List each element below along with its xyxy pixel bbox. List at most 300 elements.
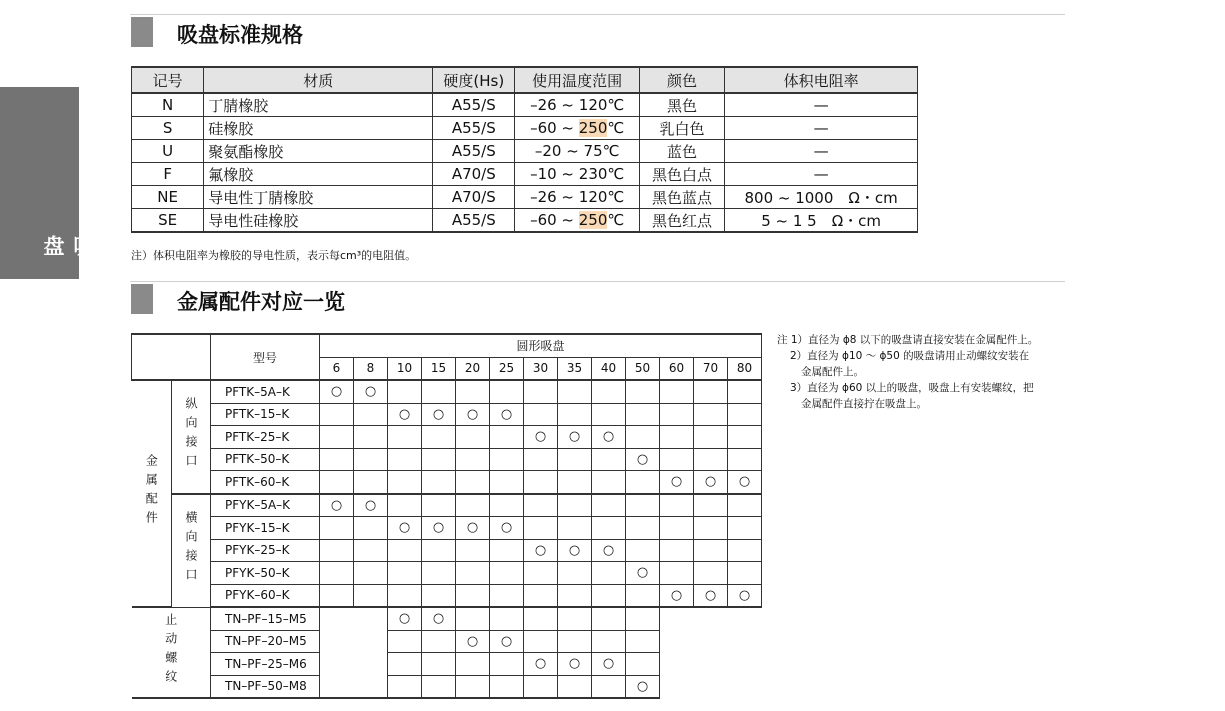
table-row [132, 517, 762, 540]
table-row [132, 630, 762, 653]
spec-code: U [132, 140, 204, 163]
spec-color: 黑色红点 [639, 209, 724, 233]
empty-cell [320, 584, 354, 607]
temp-max: 75℃ [583, 142, 620, 160]
fit-mark: ○ [626, 562, 660, 585]
empty-cell [524, 380, 558, 403]
empty-cell [320, 471, 354, 494]
model-cell: PFYK–25–K [211, 539, 320, 562]
note-line: 注 1）直径为 ϕ8 以下的吸盘请直接安装在金属配件上。 [777, 334, 1039, 346]
spec-temp [515, 93, 639, 117]
spec-header: 硬度(Hs) [433, 67, 515, 93]
empty-cell [558, 607, 592, 630]
empty-cell [490, 380, 524, 403]
fit-mark: ○ [626, 448, 660, 471]
empty-cell [490, 448, 524, 471]
empty-cell [660, 539, 694, 562]
empty-cell [626, 380, 660, 403]
model-cell: PFTK–15–K [211, 403, 320, 426]
fit-mark: ○ [558, 426, 592, 449]
empty-cell [626, 607, 660, 630]
absent-cell [728, 675, 762, 698]
table-row [132, 426, 762, 449]
spec-header: 体积电阻率 [725, 67, 918, 93]
empty-cell [456, 653, 490, 676]
empty-cell [694, 494, 728, 517]
empty-cell [626, 630, 660, 653]
empty-cell [626, 584, 660, 607]
temp-min: –26 ~ [530, 188, 579, 206]
empty-cell [388, 380, 422, 403]
empty-cell [592, 562, 626, 585]
spec-material: 聚氨酯橡胶 [204, 140, 433, 163]
fit-mark: ○ [524, 426, 558, 449]
fit-mark: ○ [524, 539, 558, 562]
empty-cell [694, 403, 728, 426]
empty-cell [490, 471, 524, 494]
empty-cell [456, 380, 490, 403]
empty-cell [456, 426, 490, 449]
fit-mark: ○ [694, 584, 728, 607]
model-header: 型号 [211, 334, 320, 380]
spec-row [132, 209, 918, 233]
side-category-tab[interactable] [0, 87, 95, 279]
empty-cell [660, 517, 694, 540]
section2-rule [130, 281, 1065, 282]
spec-material: 导电性丁腈橡胶 [204, 186, 433, 209]
size-header: 40 [592, 357, 626, 380]
spec-resistivity: — [725, 163, 918, 186]
note-line: 金属配件直接拧在吸盘上。 [801, 398, 927, 410]
spec-color: 黑色 [639, 93, 724, 117]
absent-cell [728, 607, 762, 630]
spec-resistivity: — [725, 93, 918, 117]
empty-cell [558, 675, 592, 698]
spec-hardness: A55/S [433, 93, 515, 117]
spec-color: 黑色白点 [639, 163, 724, 186]
empty-cell [592, 607, 626, 630]
spec-color: 黑色蓝点 [639, 186, 724, 209]
model-cell: PFTK–50–K [211, 448, 320, 471]
empty-cell [626, 426, 660, 449]
temp-highlight: 250 [578, 211, 608, 229]
top-rule [130, 14, 1065, 15]
empty-cell [558, 471, 592, 494]
fit-mark: ○ [558, 539, 592, 562]
fit-mark: ○ [694, 471, 728, 494]
spec-resistivity: — [725, 117, 918, 140]
model-cell: TN–PF–25–M6 [211, 653, 320, 676]
temp-min: –20 ~ [534, 142, 584, 160]
section1-title: 吸盘标准规格 [177, 23, 303, 47]
empty-cell [388, 562, 422, 585]
size-header: 70 [694, 357, 728, 380]
spec-code: F [132, 163, 204, 186]
empty-cell [626, 653, 660, 676]
fit-mark: ○ [728, 584, 762, 607]
table-row [132, 494, 762, 517]
empty-cell [626, 494, 660, 517]
model-cell: PFTK–5A–K [211, 380, 320, 403]
absent-cell [660, 630, 694, 653]
spec-resistivity: — [725, 140, 918, 163]
empty-cell [422, 426, 456, 449]
empty-cell [626, 517, 660, 540]
empty-cell [456, 539, 490, 562]
empty-cell [354, 562, 388, 585]
spec-code: S [132, 117, 204, 140]
empty-cell [422, 630, 456, 653]
model-cell: PFYK–60–K [211, 584, 320, 607]
empty-cell [626, 539, 660, 562]
empty-cell [422, 471, 456, 494]
empty-cell [354, 539, 388, 562]
spec-resistivity: 5 ~ 1 5 Ω・cm [725, 209, 918, 233]
note-line: 2）直径为 ϕ10 ～ ϕ50 的吸盘请用止动螺纹安装在 [790, 350, 1030, 362]
spec-row [132, 163, 918, 186]
empty-cell [660, 380, 694, 403]
empty-cell [524, 517, 558, 540]
fit-mark: ○ [626, 675, 660, 698]
empty-cell [524, 562, 558, 585]
empty-cell [694, 448, 728, 471]
empty-cell [558, 494, 592, 517]
table-row [132, 584, 762, 607]
spec-material: 丁腈橡胶 [204, 93, 433, 117]
absent-cell [694, 675, 728, 698]
table-row [132, 471, 762, 494]
empty-cell [456, 584, 490, 607]
empty-cell [592, 675, 626, 698]
empty-cell [490, 539, 524, 562]
spec-hardness: A55/S [433, 117, 515, 140]
sub-label-vertical [172, 380, 211, 494]
empty-cell [422, 562, 456, 585]
empty-cell [320, 562, 354, 585]
size-header: 50 [626, 357, 660, 380]
empty-cell [728, 517, 762, 540]
model-cell: PFYK–50–K [211, 562, 320, 585]
empty-cell [422, 675, 456, 698]
empty-cell [558, 517, 592, 540]
fit-mark: ○ [490, 630, 524, 653]
absent-cell [660, 653, 694, 676]
spec-header: 记号 [132, 67, 204, 93]
empty-cell [388, 653, 422, 676]
fit-mark: ○ [320, 380, 354, 403]
empty-cell [456, 494, 490, 517]
note-line: 金属配件上。 [801, 366, 864, 378]
sub-label-horizontal [172, 494, 211, 608]
spec-hardness: A55/S [433, 140, 515, 163]
empty-cell [320, 539, 354, 562]
spec-row [132, 186, 918, 209]
empty-cell [558, 448, 592, 471]
empty-cell [422, 584, 456, 607]
note-line: 3）直径为 ϕ60 以上的吸盘，吸盘上有安装螺纹，把 [790, 382, 1034, 394]
absent-cell [728, 653, 762, 676]
model-cell: TN–PF–20–M5 [211, 630, 320, 653]
empty-cell [490, 584, 524, 607]
spec-hardness: A55/S [433, 209, 515, 233]
spec-code: N [132, 93, 204, 117]
table-row [132, 562, 762, 585]
empty-cell [456, 448, 490, 471]
empty-cell [694, 426, 728, 449]
fit-mark: ○ [456, 630, 490, 653]
empty-cell [422, 653, 456, 676]
metal-header-row [132, 334, 762, 357]
temp-min: –26 ~ [530, 96, 579, 114]
table-row [132, 607, 762, 630]
spec-material: 硅橡胶 [204, 117, 433, 140]
size-header: 30 [524, 357, 558, 380]
spec-row [132, 93, 918, 117]
empty-cell [728, 562, 762, 585]
empty-cell [388, 584, 422, 607]
spec-material: 氟橡胶 [204, 163, 433, 186]
fit-mark: ○ [456, 517, 490, 540]
empty-cell [456, 675, 490, 698]
empty-cell [354, 448, 388, 471]
empty-cell [660, 562, 694, 585]
fit-mark: ○ [660, 584, 694, 607]
spec-code: NE [132, 186, 204, 209]
empty-cell [694, 562, 728, 585]
empty-cell [490, 675, 524, 698]
spec-header: 颜色 [639, 67, 724, 93]
model-cell: TN–PF–15–M5 [211, 607, 320, 630]
spec-temp [515, 209, 639, 233]
fit-mark: ○ [320, 494, 354, 517]
spec-header-row [132, 67, 918, 93]
empty-cell [660, 448, 694, 471]
empty-cell [456, 471, 490, 494]
temp-min: –60 ~ [530, 119, 579, 137]
temp-min: –60 ~ [530, 211, 579, 229]
fit-mark: ○ [592, 653, 626, 676]
model-cell: PFYK–15–K [211, 517, 320, 540]
fit-mark: ○ [388, 403, 422, 426]
empty-cell [592, 630, 626, 653]
spec-resistivity: 800 ~ 1000 Ω・cm [725, 186, 918, 209]
fit-mark: ○ [660, 471, 694, 494]
empty-cell [320, 517, 354, 540]
temp-max: ℃ [607, 211, 625, 229]
fit-mark: ○ [388, 607, 422, 630]
section1-marker [131, 17, 153, 47]
size-header: 60 [660, 357, 694, 380]
empty-cell [558, 630, 592, 653]
empty-cell [694, 539, 728, 562]
fit-mark: ○ [354, 494, 388, 517]
spec-code: SE [132, 209, 204, 233]
empty-cell [524, 607, 558, 630]
empty-cell [524, 675, 558, 698]
empty-cell [592, 403, 626, 426]
absent-cell [660, 675, 694, 698]
fit-mark: ○ [592, 426, 626, 449]
empty-cell [728, 448, 762, 471]
size-header: 10 [388, 357, 422, 380]
empty-cell [660, 426, 694, 449]
empty-cell [592, 494, 626, 517]
fit-mark: ○ [422, 517, 456, 540]
empty-cell [422, 539, 456, 562]
spec-temp [515, 186, 639, 209]
empty-cell [626, 471, 660, 494]
empty-cell [524, 494, 558, 517]
absent-cell [694, 630, 728, 653]
empty-cell [320, 426, 354, 449]
fit-mark: ○ [728, 471, 762, 494]
empty-cell [660, 494, 694, 517]
empty-cell [592, 584, 626, 607]
table-row [132, 539, 762, 562]
empty-cell [490, 562, 524, 585]
empty-cell [694, 380, 728, 403]
metal-fitting-table [131, 333, 762, 699]
corner-cell [132, 334, 211, 380]
empty-cell [524, 630, 558, 653]
empty-cell [388, 630, 422, 653]
absent-cell [660, 607, 694, 630]
sub-label-vertical-text: 纵向接口 [184, 397, 198, 474]
stop-screw-label-text: 止动螺纹 [163, 613, 178, 689]
empty-cell [490, 494, 524, 517]
model-cell: PFTK–25–K [211, 426, 320, 449]
size-header: 20 [456, 357, 490, 380]
size-header: 35 [558, 357, 592, 380]
temp-max: ℃ [607, 119, 625, 137]
temp-min: –10 ~ [530, 165, 579, 183]
empty-cell [592, 448, 626, 471]
spec-header: 使用温度范围 [515, 67, 639, 93]
category-label [132, 380, 172, 607]
empty-cell [524, 584, 558, 607]
fit-mark: ○ [456, 403, 490, 426]
empty-cell [524, 403, 558, 426]
empty-cell [388, 471, 422, 494]
table-row [132, 380, 762, 403]
empty-cell [354, 426, 388, 449]
spec-color: 乳白色 [639, 117, 724, 140]
spec-temp [515, 140, 639, 163]
empty-cell [558, 562, 592, 585]
fit-mark: ○ [558, 653, 592, 676]
empty-cell [388, 539, 422, 562]
empty-cell [728, 426, 762, 449]
spec-hardness: A70/S [433, 163, 515, 186]
fit-mark: ○ [524, 653, 558, 676]
empty-cell [388, 675, 422, 698]
empty-cell [524, 448, 558, 471]
side-tab-label: 吸盘 [41, 235, 95, 258]
spec-temp [515, 117, 639, 140]
empty-cell [728, 380, 762, 403]
spec-table [131, 66, 918, 233]
empty-cell [320, 403, 354, 426]
temp-highlight: 250 [578, 119, 608, 137]
empty-cell [592, 517, 626, 540]
absent-cell [694, 607, 728, 630]
table-row [132, 448, 762, 471]
empty-cell [728, 494, 762, 517]
empty-cell [456, 607, 490, 630]
empty-cell [388, 426, 422, 449]
empty-cell [592, 471, 626, 494]
category-label-text: 金属配件 [144, 454, 159, 530]
fit-mark: ○ [422, 607, 456, 630]
temp-max: 120℃ [578, 188, 625, 206]
empty-cell [422, 494, 456, 517]
spec-row [132, 117, 918, 140]
spec-temp [515, 163, 639, 186]
empty-cell [422, 380, 456, 403]
sub-label-horizontal-text: 横向接口 [184, 511, 198, 587]
empty-cell [388, 494, 422, 517]
empty-cell [354, 517, 388, 540]
model-cell: TN–PF–50–M8 [211, 675, 320, 698]
absent-cell [694, 653, 728, 676]
temp-max: 230℃ [578, 165, 625, 183]
empty-cell [320, 448, 354, 471]
empty-cell [592, 380, 626, 403]
empty-cell [422, 448, 456, 471]
empty-cell [490, 607, 524, 630]
model-cell: PFTK–60–K [211, 471, 320, 494]
size-header: 8 [354, 357, 388, 380]
section2-marker [131, 284, 153, 314]
empty-cell [354, 471, 388, 494]
blank-block [320, 607, 388, 698]
empty-cell [728, 539, 762, 562]
fit-mark: ○ [422, 403, 456, 426]
empty-cell [558, 403, 592, 426]
section2-title: 金属配件对应一览 [177, 290, 345, 314]
model-cell: PFYK–5A–K [211, 494, 320, 517]
empty-cell [354, 584, 388, 607]
table-row [132, 675, 762, 698]
spec-material: 导电性硅橡胶 [204, 209, 433, 233]
group-header: 圆形吸盘 [320, 334, 762, 357]
spec-row [132, 140, 918, 163]
empty-cell [524, 471, 558, 494]
size-header: 80 [728, 357, 762, 380]
empty-cell [388, 448, 422, 471]
table-row [132, 653, 762, 676]
empty-cell [694, 517, 728, 540]
absent-cell [728, 630, 762, 653]
empty-cell [490, 653, 524, 676]
spec-header: 材质 [204, 67, 433, 93]
empty-cell [456, 562, 490, 585]
empty-cell [354, 403, 388, 426]
empty-cell [490, 426, 524, 449]
fit-mark: ○ [490, 403, 524, 426]
spec-color: 蓝色 [639, 140, 724, 163]
size-header: 15 [422, 357, 456, 380]
size-header: 25 [490, 357, 524, 380]
empty-cell [728, 403, 762, 426]
fit-mark: ○ [592, 539, 626, 562]
fit-mark: ○ [388, 517, 422, 540]
empty-cell [558, 380, 592, 403]
empty-cell [660, 403, 694, 426]
temp-max: 120℃ [578, 96, 625, 114]
spec-note: 注）体积电阻率为橡胶的导电性质，表示每cm³的电阻值。 [131, 249, 417, 262]
spec-hardness: A70/S [433, 186, 515, 209]
